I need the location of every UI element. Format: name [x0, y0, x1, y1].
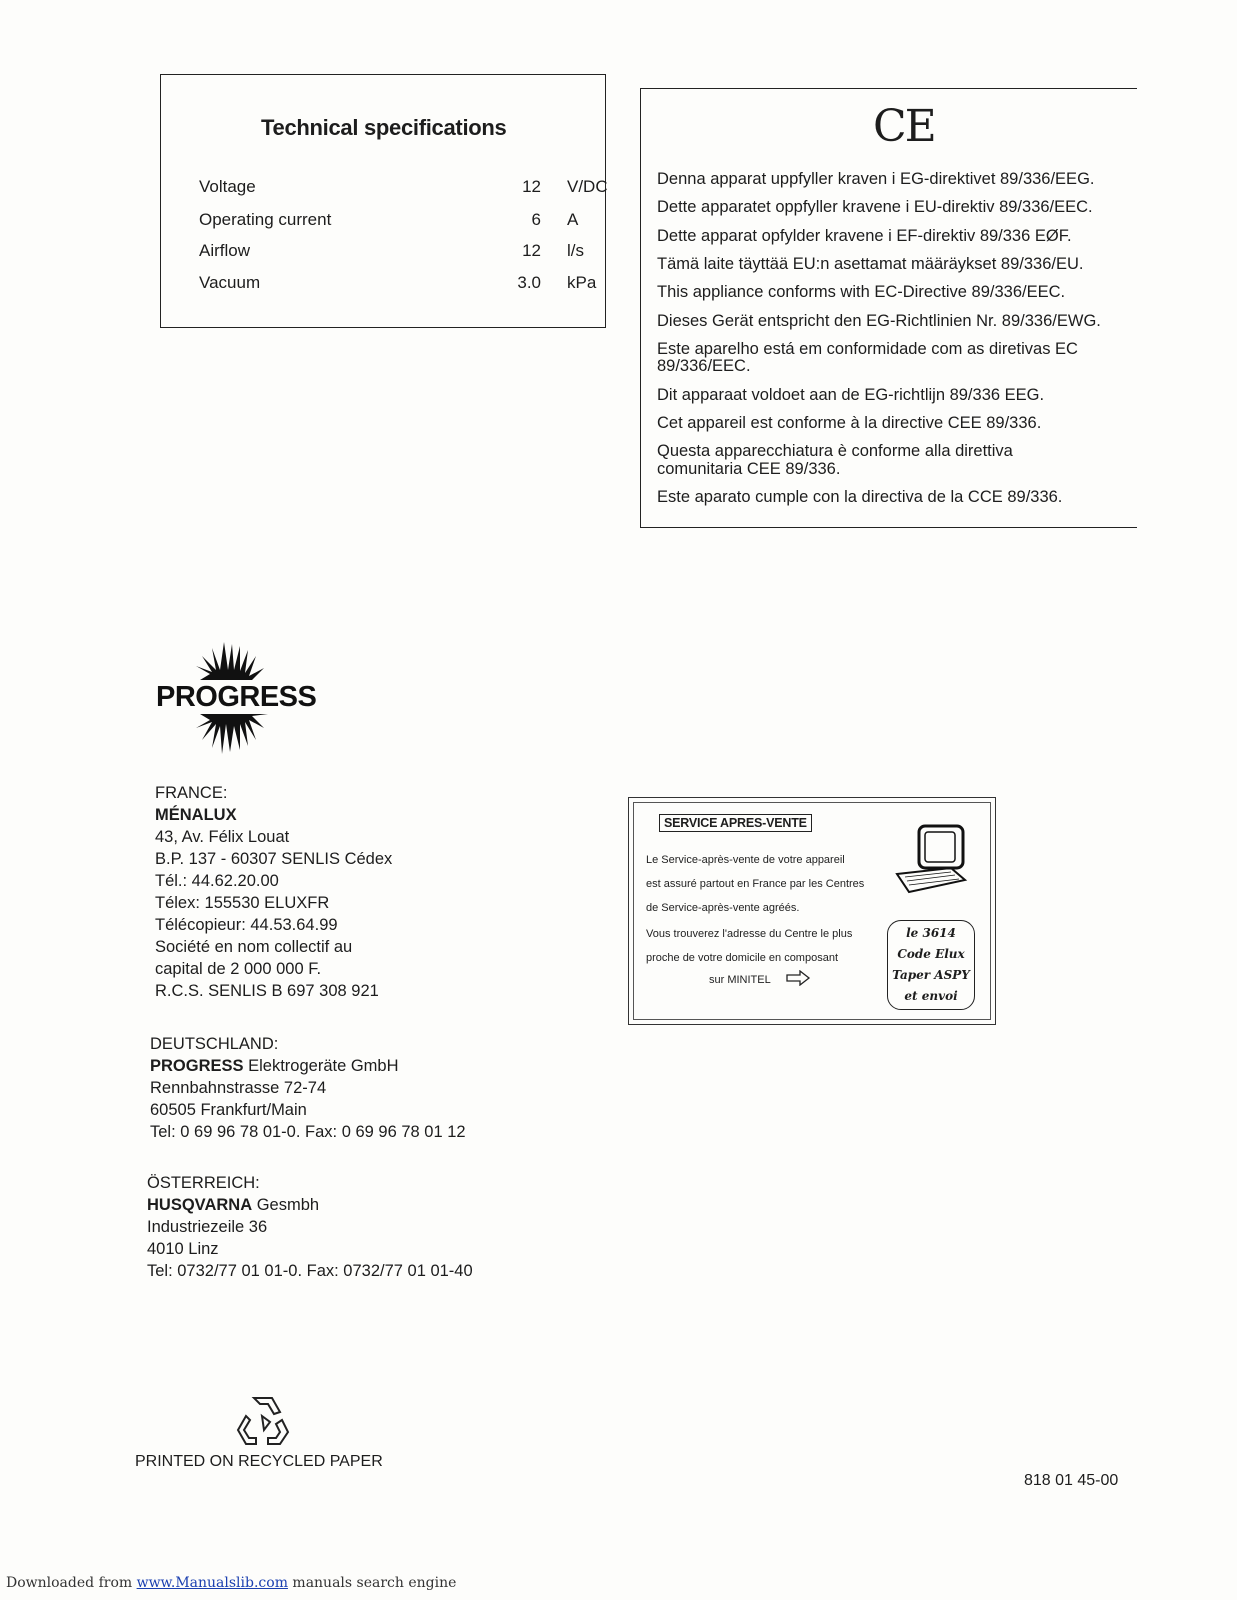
ce-statement-german: Dieses Gerät entspricht den EG-Richtlinien Nr. 89/336/EWG. — [657, 312, 1101, 330]
minitel-code-line: Taper ASPY — [892, 968, 970, 982]
service-text-line: de Service-après-vente agréés. — [646, 902, 800, 914]
ce-statement-italian-1: Questa apparecchiatura è conforme alla direttiva — [657, 442, 1013, 460]
country-label: FRANCE: — [155, 784, 228, 802]
spec-label: Operating current — [199, 210, 332, 229]
ce-statement-danish: Dette apparat opfylder kravene i EF-direktiv 89/336 EØF. — [657, 227, 1072, 245]
technical-specifications-box — [160, 74, 606, 328]
minitel-code-line: le 3614 — [906, 926, 956, 940]
ce-statement-portuguese-1: Este aparelho está em conformidade com as diretivas EC — [657, 340, 1078, 358]
spec-unit: kPa — [567, 273, 597, 292]
ce-statement-english: This appliance conforms with EC-Directive 89/336/EEC. — [657, 283, 1066, 301]
address-line: capital de 2 000 000 F. — [155, 960, 322, 978]
minitel-label: sur MINITEL — [709, 974, 771, 986]
fax-line: Télécopieur: 44.53.64.99 — [155, 916, 338, 934]
spec-unit: V/DC — [567, 177, 608, 196]
spec-value: 6 — [531, 210, 541, 229]
manualslib-footer — [6, 1575, 456, 1591]
download-prefix: Downloaded from — [6, 1575, 137, 1591]
spec-row-airflow — [199, 241, 599, 265]
service-text-line: Le Service-après-vente de votre appareil — [646, 854, 845, 866]
company-name: PROGRESS Elektrogeräte GmbH — [150, 1057, 399, 1075]
ce-statement-french: Cet appareil est conforme à la directive CEE 89/336. — [657, 414, 1042, 432]
address-line: Rennbahnstrasse 72-74 — [150, 1079, 327, 1097]
manualslib-link[interactable]: www.Manualslib.com — [136, 1575, 288, 1591]
spec-value: 3.0 — [517, 273, 541, 292]
minitel-code-line: Code Elux — [897, 947, 965, 961]
telex-line: Télex: 155530 ELUXFR — [155, 894, 330, 912]
address-line: Industriezeile 36 — [147, 1218, 268, 1236]
document-number: 818 01 45-00 — [1024, 1472, 1119, 1489]
arrow-right-icon — [785, 970, 811, 986]
minitel-code-box — [887, 920, 975, 1010]
ce-statement-italian-2: comunitaria CEE 89/336. — [657, 460, 841, 478]
spec-unit: l/s — [567, 241, 584, 260]
spec-row-voltage — [199, 177, 608, 201]
address-line: 4010 Linz — [147, 1240, 219, 1258]
company-name: HUSQVARNA Gesmbh — [147, 1196, 320, 1214]
address-line: R.C.S. SENLIS B 697 308 921 — [155, 982, 379, 1000]
spec-value: 12 — [522, 177, 541, 196]
spec-label: Airflow — [199, 241, 251, 260]
ce-statement-dutch: Dit apparaat voldoet aan de EG-richtlijn 89/336 EEG. — [657, 386, 1045, 404]
address-deutschland — [150, 1033, 466, 1143]
ce-statement-swedish: Denna apparat uppfyller kraven i EG-direktivet 89/336/EEG. — [657, 170, 1095, 188]
address-line: 60505 Frankfurt/Main — [150, 1101, 307, 1119]
progress-logo — [156, 640, 336, 756]
phone-fax-line: Tel: 0732/77 01 01-0. Fax: 0732/77 01 01-40 — [147, 1262, 473, 1280]
recycling-icon — [232, 1392, 294, 1450]
spec-label: Voltage — [199, 177, 256, 196]
service-text-line: proche de votre domicile en composant — [646, 952, 838, 964]
service-title: SERVICE APRES-VENTE — [659, 814, 812, 832]
address-france — [155, 782, 392, 1002]
address-oesterreich — [147, 1172, 473, 1282]
ce-mark-logo: CE — [873, 101, 935, 152]
spec-row-operating-current — [199, 210, 599, 234]
ce-statement-spanish: Este aparato cumple con la directiva de la CCE 89/336. — [657, 488, 1063, 506]
ce-statement-norwegian: Dette apparatet oppfyller kravene i EU-direktiv 89/336/EEC. — [657, 198, 1093, 216]
service-text-line: est assuré partout en France par les Centres — [646, 878, 865, 890]
minitel-terminal-icon — [887, 822, 979, 902]
service-text-line: Vous trouverez l'adresse du Centre le plus — [646, 928, 853, 940]
company-name: MÉNALUX — [155, 806, 237, 824]
progress-wordmark: PROGRESS — [156, 681, 317, 713]
ce-conformity-box — [640, 88, 1137, 528]
address-line: Société en nom collectif au — [155, 938, 353, 956]
minitel-code-line: et envoi — [904, 989, 958, 1003]
specs-title: Technical specifications — [261, 115, 507, 140]
country-label: DEUTSCHLAND: — [150, 1035, 279, 1053]
spec-value: 12 — [522, 241, 541, 260]
spec-row-vacuum — [199, 273, 599, 297]
download-suffix: manuals search engine — [287, 1575, 457, 1591]
phone-line: Tél.: 44.62.20.00 — [155, 872, 279, 890]
spec-label: Vacuum — [199, 273, 261, 292]
spec-unit: A — [567, 210, 579, 229]
address-line: 43, Av. Félix Louat — [155, 828, 290, 846]
recycled-paper-note: PRINTED ON RECYCLED PAPER — [135, 1453, 383, 1470]
ce-statement-finnish: Tämä laite täyttää EU:n asettamat määräykset 89/336/EU. — [657, 255, 1084, 273]
phone-fax-line: Tel: 0 69 96 78 01-0. Fax: 0 69 96 78 01 12 — [150, 1123, 466, 1141]
service-apres-vente-box — [628, 797, 996, 1025]
address-line: B.P. 137 - 60307 SENLIS Cédex — [155, 850, 393, 868]
ce-statement-portuguese-2: 89/336/EEC. — [657, 357, 751, 375]
country-label: ÖSTERREICH: — [147, 1174, 260, 1192]
